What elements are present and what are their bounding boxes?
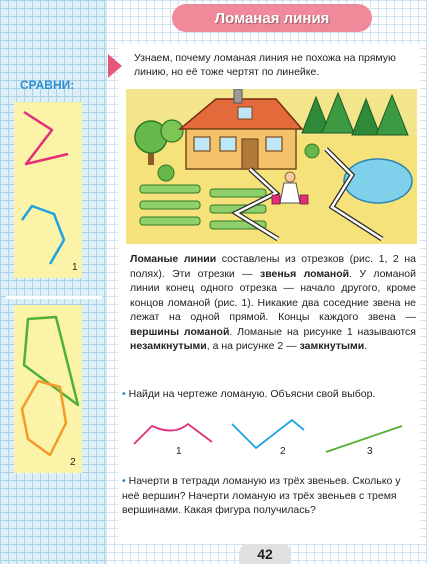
- body-text-segment: . У ломаной линии конец одного отрезка — начало другого, кроме концов ломаной (рис. 1). Никакие два соседние звена не лежат на одной прямой. Концы каждого звена —: [130, 267, 416, 323]
- task-1: [122, 387, 408, 402]
- task-2: [122, 474, 408, 518]
- figure-card-1: [14, 102, 82, 278]
- task-2-text: Начерти в тетради ломаную из трёх звеньев. Сколько у неё вершин? Начерти ломаную из трёх звеньев с тремя вершинами. Какая фигура получилась?: [122, 475, 401, 516]
- figure-number-2: 2: [70, 457, 76, 468]
- house-garden-illustration: [126, 89, 417, 244]
- polyline-drawing: [126, 410, 416, 470]
- bush-icon: [158, 165, 174, 181]
- open-polyline-cyan: [22, 206, 64, 264]
- bullet-icon: •: [122, 475, 126, 487]
- task-1-text: Найди на чертеже ломаную. Объясни свой выбор.: [128, 388, 376, 400]
- margin-divider: [6, 296, 102, 299]
- bush-icon: [305, 144, 319, 158]
- term-closed: замкнутыми: [299, 340, 365, 352]
- figure-card-2: [14, 305, 82, 473]
- drawing-label-3: 3: [367, 446, 373, 457]
- page-number-tab: [239, 544, 291, 564]
- figure-number-1: 1: [72, 262, 78, 273]
- compare-label: СРАВНИ:: [20, 78, 75, 92]
- drawing-line-1: [134, 424, 212, 444]
- closed-polylines-figure: [14, 305, 82, 473]
- drawing-line-2: [232, 420, 304, 448]
- pond-icon: [344, 159, 412, 203]
- body-text-segment: .: [364, 340, 368, 352]
- term-links: звенья ломаной: [259, 267, 350, 280]
- intro-text: Узнаем, почему ломаная линия не похожа на прямую линию, но её тоже чертят по линейке.: [134, 52, 396, 78]
- body-text-segment: , а на рисунке 2 —: [206, 340, 300, 352]
- term-polyline: Ломаные линии: [130, 253, 217, 265]
- arrow-pointer-icon: [108, 54, 122, 78]
- term-open: незамкнутыми: [130, 340, 207, 352]
- body-text-segment: составлены из отрезков (рис. 1, 2 на полях). Эти отрезки —: [130, 253, 416, 280]
- page-number: 42: [257, 546, 273, 562]
- definition-paragraph: [130, 252, 416, 354]
- open-polylines-figure: [14, 102, 82, 278]
- open-polyline-magenta: [24, 112, 68, 164]
- bullet-icon: •: [122, 388, 126, 400]
- drawing-line-3: [326, 426, 402, 452]
- drawing-label-2: 2: [280, 446, 286, 457]
- page-title: Ломаная линия: [214, 9, 330, 27]
- term-vertices: вершины ломаной: [130, 325, 230, 338]
- body-text-segment: . Ломаные на рисунке 1 называются: [229, 325, 416, 338]
- title-banner: [172, 4, 372, 32]
- tree-icon: [161, 120, 183, 142]
- drawing-label-1: 1: [176, 446, 182, 457]
